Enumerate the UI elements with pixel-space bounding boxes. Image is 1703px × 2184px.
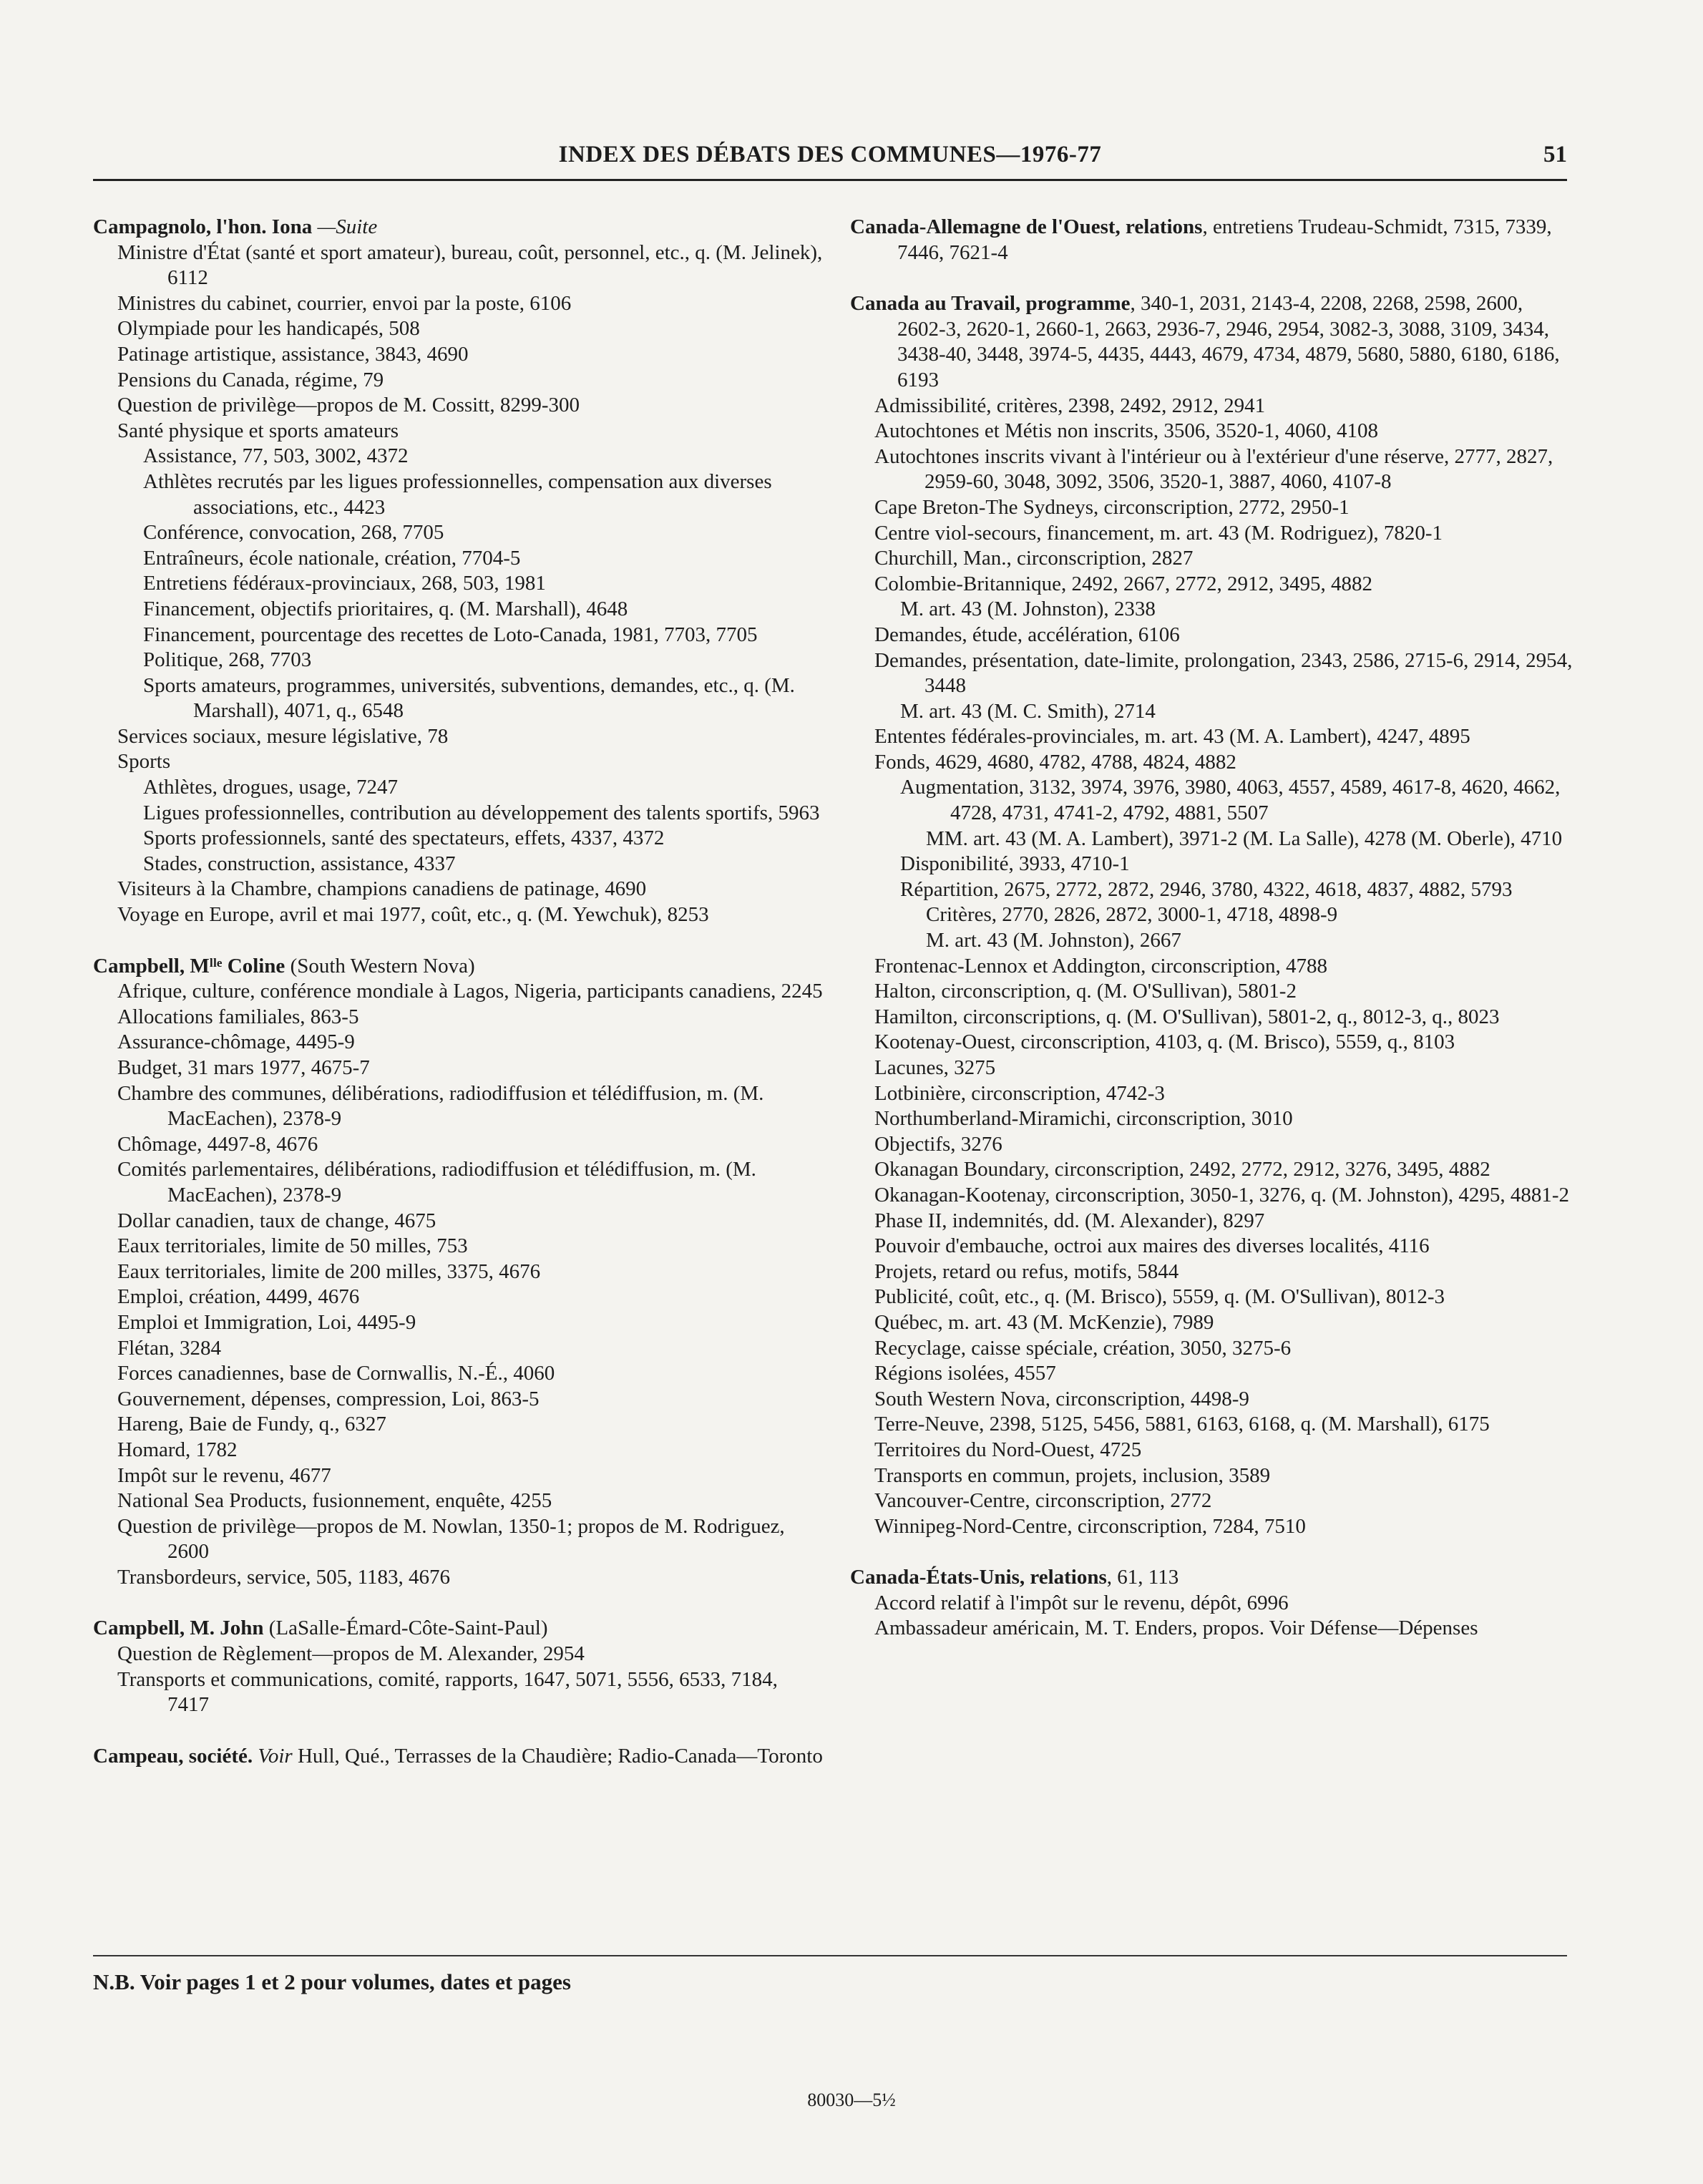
subentry: Transports en commun, projets, inclusion, 3589 <box>874 1463 1271 1487</box>
subentry: Recyclage, caisse spéciale, création, 3050, 3275-6 <box>874 1336 1292 1360</box>
subentry: Objectifs, 3276 <box>874 1132 1002 1156</box>
subentry: Entretiens fédéraux-provinciaux, 268, 503, 1981 <box>143 572 546 595</box>
subentry: Ententes fédérales-provinciales, m. art. 43 (M. A. Lambert), 4247, 4895 <box>874 725 1470 749</box>
subentry: Churchill, Man., circonscription, 2827 <box>874 547 1194 570</box>
entry-detail: , 340-1, 2031, 2143-4, 2208, 2268, 2598, 2600, 2602-3, 2620-1, 2660-1, 2663, 2936-7, 2946, 2954, 3082-3, 3088, 3109, 3434, 3438-40, 3448, 3974-5, 4435, 4443, 4679, 4734, 4879, 5680, 5880, 6180, 6186, 6193 <box>897 292 1560 391</box>
subentry: Transports et communications, comité, rapports, 1647, 5071, 5556, 6533, 7184, 7417 <box>117 1667 778 1717</box>
subentry: Kootenay-Ouest, circonscription, 4103, q. (M. Brisco), 5559, q., 8103 <box>874 1030 1455 1054</box>
subentry: Chambre des communes, délibérations, radiodiffusion et télédiffusion, m. (M. MacEachen), 2378-9 <box>117 1081 764 1131</box>
entry-detail: , entretiens Trudeau-Schmidt, 7315, 7339, 7446, 7621-4 <box>897 215 1552 264</box>
subentry: Stades, construction, assistance, 4337 <box>143 852 456 875</box>
entry-name: Campeau, société. <box>93 1744 253 1768</box>
entry-heading <box>93 954 823 980</box>
subentry: Forces canadiennes, base de Cornwallis, N.-É., 4060 <box>117 1362 555 1385</box>
subentry: Autochtones et Métis non inscrits, 3506, 3520-1, 4060, 4108 <box>874 419 1379 443</box>
print-code: 80030—5½ <box>807 2090 896 2110</box>
subentry: Emploi et Immigration, Loi, 4495-9 <box>117 1310 416 1334</box>
subentry: Ministres du cabinet, courrier, envoi par la poste, 6106 <box>117 291 572 315</box>
subentry: M. art. 43 (M. Johnston), 2667 <box>926 929 1181 952</box>
subentry: Vancouver-Centre, circonscription, 2772 <box>874 1489 1212 1513</box>
subentry: Dollar canadien, taux de change, 4675 <box>117 1209 436 1232</box>
subentry: Accord relatif à l'impôt sur le revenu, dépôt, 6996 <box>874 1591 1289 1614</box>
subentry: Publicité, coût, etc., q. (M. Brisco), 5559, q. (M. O'Sullivan), 8012-3 <box>874 1285 1445 1309</box>
subentry: Québec, m. art. 43 (M. McKenzie), 7989 <box>874 1310 1214 1334</box>
entry-detail: Hull, Qué., Terrasses de la Chaudière; Radio-Canada—Toronto <box>292 1744 823 1768</box>
subentry: Homard, 1782 <box>117 1438 238 1461</box>
subentry: Financement, pourcentage des recettes de Loto-Canada, 1981, 7703, 7705 <box>143 623 758 646</box>
entry-name: Canada-Allemagne de l'Ouest, relations <box>850 215 1203 238</box>
subentry: Chômage, 4497-8, 4676 <box>117 1132 318 1156</box>
entry-heading <box>850 291 1574 393</box>
subentry: M. art. 43 (M. C. Smith), 2714 <box>900 699 1156 723</box>
index-entry <box>93 1744 823 1770</box>
subentry: Winnipeg-Nord-Centre, circonscription, 7284, 7510 <box>874 1514 1306 1538</box>
entry-name: Canada au Travail, programme <box>850 292 1131 316</box>
index-entry <box>93 954 823 1591</box>
index-entry <box>93 1616 823 1717</box>
subentry: Pouvoir d'embauche, octroi aux maires des diverses localités, 4116 <box>874 1234 1430 1258</box>
subentry: Question de privilège—propos de M. Nowlan, 1350-1; propos de M. Rodriguez, 2600 <box>117 1514 785 1564</box>
subentry: Impôt sur le revenu, 4677 <box>117 1463 331 1487</box>
subentry: Terre-Neuve, 2398, 5125, 5456, 5881, 6163, 6168, q. (M. Marshall), 6175 <box>874 1413 1490 1436</box>
left-column <box>93 215 823 1795</box>
subentry: Voyage en Europe, avril et mai 1977, coût, etc., q. (M. Yewchuk), 8253 <box>117 903 709 927</box>
subentry: Fonds, 4629, 4680, 4782, 4788, 4824, 4882 <box>874 750 1236 774</box>
subentry: Athlètes, drogues, usage, 7247 <box>143 776 398 799</box>
subentry: Allocations familiales, 863-5 <box>117 1005 359 1028</box>
subentry: Gouvernement, dépenses, compression, Loi, 863-5 <box>117 1387 540 1410</box>
subentry: Athlètes recrutés par les ligues professionnelles, compensation aux diverses associations, etc., 4423 <box>143 469 772 519</box>
subentry: Visiteurs à la Chambre, champions canadiens de patinage, 4690 <box>117 877 647 901</box>
index-entry <box>850 1565 1574 1642</box>
entry-heading <box>850 1565 1574 1591</box>
index-entry <box>850 215 1574 265</box>
entry-name: Campbell, Mˡˡᵉ Coline <box>93 954 286 978</box>
entry-heading <box>93 215 823 240</box>
subentry: Centre viol-secours, financement, m. art. 43 (M. Rodriguez), 7820-1 <box>874 521 1443 545</box>
right-column <box>850 215 1574 1667</box>
subentry: Eaux territoriales, limite de 50 milles, 753 <box>117 1234 468 1258</box>
subentry: Ministre d'État (santé et sport amateur), bureau, coût, personnel, etc., q. (M. Jelinek), 6112 <box>117 240 823 290</box>
continuation-marker: —Suite <box>312 215 378 238</box>
subentry: Régions isolées, 4557 <box>874 1362 1056 1385</box>
subentry: Critères, 2770, 2826, 2872, 3000-1, 4718, 4898-9 <box>926 903 1338 927</box>
subentry: Pensions du Canada, régime, 79 <box>117 368 384 391</box>
entry-heading <box>850 215 1574 265</box>
subentry: Patinage artistique, assistance, 3843, 4690 <box>117 342 469 366</box>
subentry: Eaux territoriales, limite de 200 milles, 3375, 4676 <box>117 1259 541 1283</box>
page-title: INDEX DES DÉBATS DES COMMUNES—1976-77 <box>558 142 1102 167</box>
subentry: MM. art. 43 (M. A. Lambert), 3971-2 (M. La Salle), 4278 (M. Oberle), 4710 <box>926 827 1563 850</box>
subentry: Lotbinière, circonscription, 4742-3 <box>874 1081 1165 1105</box>
subentry: Demandes, étude, accélération, 6106 <box>874 623 1180 646</box>
subentry: Cape Breton-The Sydneys, circonscription, 2772, 2950-1 <box>874 495 1350 519</box>
subentry: Phase II, indemnités, dd. (M. Alexander), 8297 <box>874 1209 1265 1232</box>
subentry: Transbordeurs, service, 505, 1183, 4676 <box>117 1565 451 1589</box>
subentry: Halton, circonscription, q. (M. O'Sullivan), 5801-2 <box>874 980 1297 1003</box>
subentry: Assurance-chômage, 4495-9 <box>117 1030 355 1054</box>
subentry: South Western Nova, circonscription, 4498-9 <box>874 1387 1249 1410</box>
entry-detail: , 61, 113 <box>1106 1566 1179 1589</box>
subentry: Sports professionnels, santé des spectateurs, effets, 4337, 4372 <box>143 827 665 850</box>
subentry: Okanagan-Kootenay, circonscription, 3050-1, 3276, q. (M. Johnston), 4295, 4881-2 <box>874 1183 1570 1206</box>
subentry: Conférence, convocation, 268, 7705 <box>143 521 444 545</box>
subentry: Emploi, création, 4499, 4676 <box>117 1285 360 1309</box>
subentry: Augmentation, 3132, 3974, 3976, 3980, 4063, 4557, 4589, 4617-8, 4620, 4662, 4728, 4731, 4741-2, 4792, 4881, 5507 <box>900 776 1561 825</box>
subentry: Comités parlementaires, délibérations, radiodiffusion et télédiffusion, m. (M. MacEachen), 2378-9 <box>117 1158 756 1206</box>
subentry: Répartition, 2675, 2772, 2872, 2946, 3780, 4322, 4618, 4837, 4882, 5793 <box>900 877 1513 901</box>
subentry: Sports <box>117 750 171 774</box>
subentry: Ambassadeur américain, M. T. Enders, propos. Voir Défense—Dépenses <box>874 1617 1478 1640</box>
subentry: Hamilton, circonscriptions, q. (M. O'Sullivan), 5801-2, q., 8012-3, q., 8023 <box>874 1005 1500 1028</box>
entry-detail: (LaSalle-Émard-Côte-Saint-Paul) <box>263 1617 548 1640</box>
subentry: Olympiade pour les handicapés, 508 <box>117 317 420 341</box>
subentry: Hareng, Baie de Fundy, q., 6327 <box>117 1413 386 1436</box>
subentry: Entraîneurs, école nationale, création, 7704-5 <box>143 546 521 570</box>
index-entry <box>93 215 823 928</box>
subentry: Sports amateurs, programmes, universités, subventions, demandes, etc., q. (M. Marshall), 4071, q., 6548 <box>143 673 795 723</box>
subentry: Territoires du Nord-Ouest, 4725 <box>874 1438 1142 1461</box>
page-header <box>93 142 1567 181</box>
subentry: Autochtones inscrits vivant à l'intérieur ou à l'extérieur d'une réserve, 2777, 2827, 2959-60, 3048, 3092, 3506, 3520-1, 3887, 4060, 4107-8 <box>874 444 1553 494</box>
entry-heading <box>93 1744 823 1770</box>
subentry: Budget, 31 mars 1977, 4675-7 <box>117 1056 370 1079</box>
subentry: Financement, objectifs prioritaires, q. (M. Marshall), 4648 <box>143 597 628 620</box>
page-number: 51 <box>1543 142 1567 167</box>
subentry: Admissibilité, critères, 2398, 2492, 2912, 2941 <box>874 394 1266 417</box>
entry-heading <box>93 1616 823 1642</box>
entry-name: Canada-États-Unis, relations <box>850 1566 1107 1589</box>
footer-divider <box>93 1955 1567 1956</box>
subentry: National Sea Products, fusionnement, enquête, 4255 <box>117 1489 552 1513</box>
subentry: Politique, 268, 7703 <box>143 648 312 672</box>
subentry: Disponibilité, 3933, 4710-1 <box>900 852 1130 876</box>
subentry: Frontenac-Lennox et Addington, circonscription, 4788 <box>874 954 1328 978</box>
index-entry <box>850 291 1574 1539</box>
subentry: Demandes, présentation, date-limite, prolongation, 2343, 2586, 2715-6, 2914, 2954, 3448 <box>874 648 1573 698</box>
subentry: Question de privilège—propos de M. Cossitt, 8299-300 <box>117 394 580 417</box>
subentry: Projets, retard ou refus, motifs, 5844 <box>874 1259 1179 1283</box>
entry-detail: (South Western Nova) <box>285 954 475 978</box>
see-reference: Voir <box>253 1744 293 1768</box>
entry-name: Campagnolo, l'hon. Iona <box>93 215 313 238</box>
footer-note: N.B. Voir pages 1 et 2 pour volumes, dates et pages <box>93 1969 571 1994</box>
subentry: Ligues professionnelles, contribution au développement des talents sportifs, 5963 <box>143 801 820 824</box>
subentry: Lacunes, 3275 <box>874 1056 996 1079</box>
subentry: Question de Règlement—propos de M. Alexander, 2954 <box>117 1642 585 1666</box>
subentry: Services sociaux, mesure législative, 78 <box>117 724 449 748</box>
subentry: Flétan, 3284 <box>117 1336 221 1360</box>
subentry: Okanagan Boundary, circonscription, 2492, 2772, 2912, 3276, 3495, 4882 <box>874 1158 1490 1181</box>
subentry: Santé physique et sports amateurs <box>117 419 399 442</box>
entry-name: Campbell, M. John <box>93 1617 264 1640</box>
subentry: Colombie-Britannique, 2492, 2667, 2772, 2912, 3495, 4882 <box>874 572 1372 595</box>
subentry: Afrique, culture, conférence mondiale à Lagos, Nigeria, participants canadiens, 2245 <box>117 980 823 1003</box>
subentry: M. art. 43 (M. Johnston), 2338 <box>900 598 1156 621</box>
subentry: Assistance, 77, 503, 3002, 4372 <box>143 444 409 468</box>
subentry: Northumberland-Miramichi, circonscription, 3010 <box>874 1107 1293 1131</box>
